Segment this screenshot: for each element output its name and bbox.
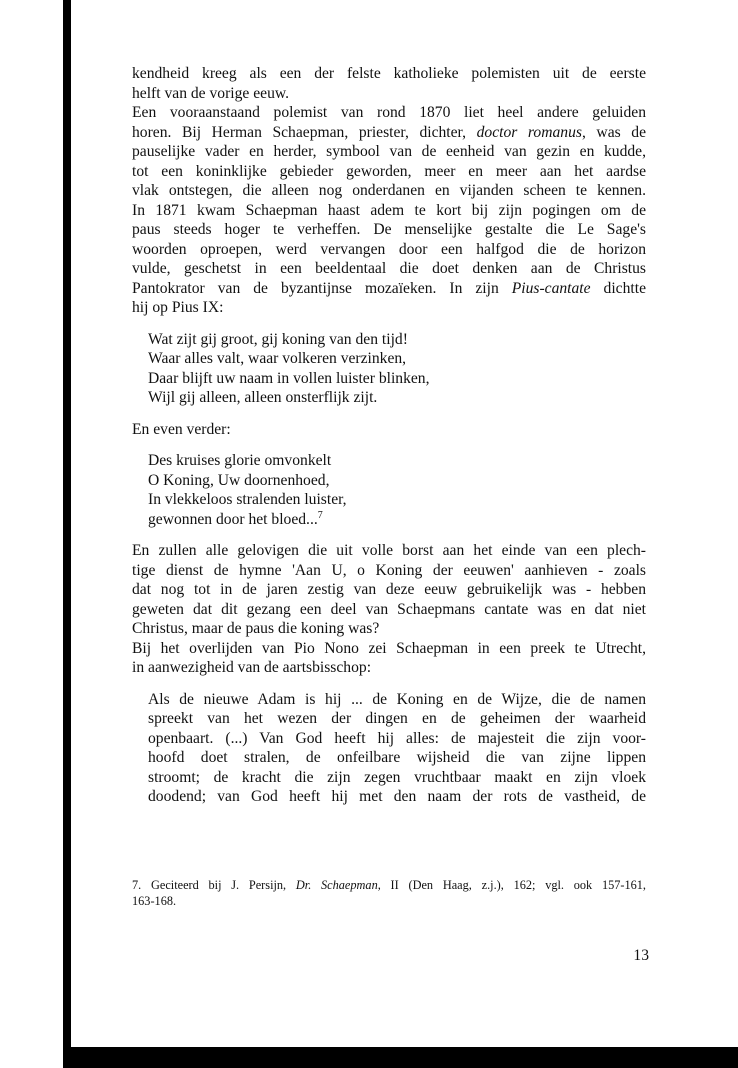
text-line: tot een koninklijke gebieder geworden, meer en meer aan het aardse: [132, 162, 646, 180]
text-line: Pantokrator van de byzantijnse mozaïeken. In zijn Pius-cantate dichtte: [132, 279, 646, 297]
scan-edge-bottom: [63, 1047, 738, 1068]
quote-line: doodend; van God heeft hij met den naam der rots de vastheid, de: [148, 788, 646, 805]
footnote-line: 163-168.: [132, 894, 177, 908]
text-line: tige dienst de hymne 'Aan U, o Koning der eeuwen' aanhieven - zoals: [132, 561, 646, 579]
footnote: [132, 877, 646, 909]
paragraph-1: [132, 64, 646, 103]
text-line: hij op Pius IX:: [132, 299, 224, 316]
paragraph-2: [132, 103, 646, 318]
text-line: dat nog tot in de jaren zestig van deze eeuw gebruikelijk was - hebben: [132, 581, 646, 598]
prose-quote-3: [148, 690, 646, 807]
verse-line: In vlekkeloos stralenden luister,: [148, 491, 347, 508]
text-line: horen. Bij Herman Schaepman, priester, dichter, doctor romanus, was de: [132, 123, 646, 141]
text-line: kendheid kreeg als een der felste katholieke polemisten uit de eerste: [132, 65, 646, 82]
text-line: pauselijke vader en herder, symbool van de eenheid van gezin en kudde,: [132, 143, 646, 160]
verse-line: Wat zijt gij groot, gij koning van den tijd!: [148, 330, 408, 348]
text-line: helft van de vorige eeuw.: [132, 84, 290, 102]
text-line: Bij het overlijden van Pio Nono zei Schaepman in een preek te Utrecht,: [132, 639, 646, 657]
text-line: Een vooraanstaand polemist van rond 1870 liet heel andere geluiden: [132, 104, 646, 121]
footnote-marker: 7: [317, 509, 323, 521]
quote-line: openbaart. (...) Van God heeft hij alles: de majesteit die zijn voor-: [148, 729, 646, 747]
quote-line: Als de nieuwe Adam is hij ... de Koning en de Wijze, die de namen: [148, 690, 646, 708]
page-number: 13: [633, 947, 649, 964]
text-line: Christus, maar de paus die koning was?: [132, 620, 380, 637]
quote-line: hoofd doet stralen, de onfeilbare wijsheid die van zijne lippen: [148, 749, 646, 766]
text-line: vulde, geschetst in een beeldentaal die doet denken aan de Christus: [132, 260, 646, 277]
text-line: in aanwezigheid van de aartsbisschop:: [132, 659, 372, 676]
text-line: paus steeds hoger te verheffen. De menselijke gestalte die Le Sage's: [132, 221, 646, 238]
text-line: En zullen alle gelovigen die uit volle borst aan het einde van een plech-: [132, 542, 646, 559]
footnote-title: Dr. Schaepman,: [295, 878, 381, 892]
text-line: geweten dat dit gezang een deel van Schaepmans cantate was en dat niet: [132, 600, 646, 618]
quote-line: spreekt van het wezen der dingen en de geheimen der waarheid: [148, 710, 646, 727]
verse-quote-1: [148, 330, 646, 408]
paragraph-4: [132, 541, 646, 639]
scan-edge-left: [63, 0, 71, 1068]
italic-title: Pius-cantate: [511, 279, 591, 297]
paragraph-3: [132, 420, 646, 440]
verse-line: Wijl gij alleen, alleen onsterflijk zijt.: [148, 389, 378, 406]
text-line: In 1871 kwam Schaepman haast adem te kort bij zijn pogingen om de: [132, 201, 646, 219]
text-line: vlak ontstegen, die alleen nog onderdanen en vijanden scheen te kennen.: [132, 182, 646, 199]
footnote-line: 7. Geciteerd bij J. Persijn, Dr. Schaepman, II (Den Haag, z.j.), 162; vgl. ook 157-161,: [132, 878, 647, 892]
verse-line: Waar alles valt, waar volkeren verzinken,: [148, 350, 407, 367]
paragraph-5: [132, 639, 646, 678]
verse-line: gewonnen door het bloed...$^7$: [148, 509, 323, 528]
italic-term: doctor romanus: [476, 123, 582, 141]
page-body: [132, 64, 646, 807]
quote-line: stroomt; de kracht die zijn zegen vruchtbaar maakt en zijn vloek: [148, 768, 646, 786]
verse-line: O Koning, Uw doornenhoed,: [148, 471, 330, 489]
verse-line: Daar blijft uw naam in vollen luister blinken,: [148, 369, 430, 387]
text-line: En even verder:: [132, 420, 231, 438]
verse-line: Des kruises glorie omvonkelt: [148, 452, 332, 469]
verse-quote-2: [148, 451, 646, 529]
text-line: woorden oproepen, werd vervangen door een halfgod die de horizon: [132, 240, 646, 258]
